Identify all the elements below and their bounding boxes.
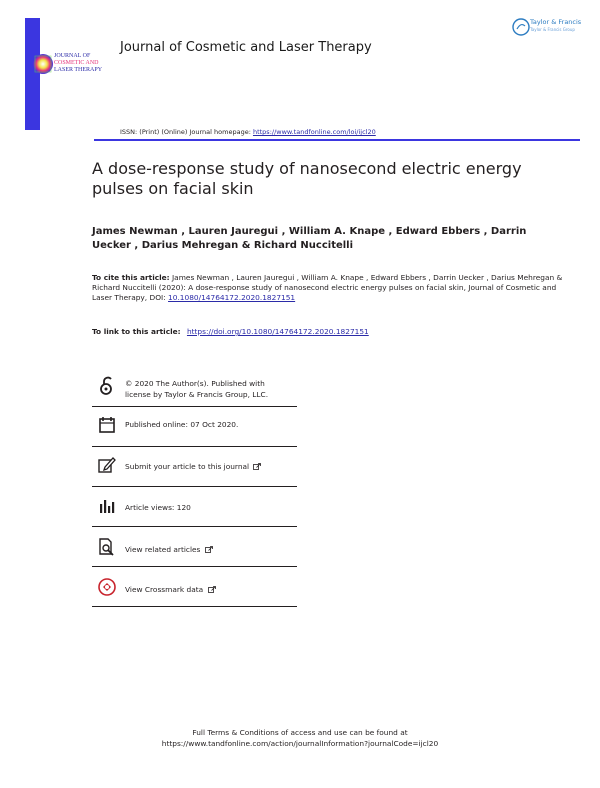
crossmark-link[interactable] (125, 585, 216, 595)
footer-terms-text: Full Terms & Conditions of access and use can be found at (192, 728, 408, 737)
external-link-icon (253, 463, 261, 471)
row-divider (92, 606, 297, 607)
row-divider (92, 566, 297, 567)
row-divider (92, 526, 297, 527)
edit-icon (98, 455, 116, 475)
doi-link[interactable]: 10.1080/14764172.2020.1827151 (168, 293, 296, 302)
published-date: Published online: 07 Oct 2020. (125, 420, 239, 429)
journal-homepage-link[interactable]: https://www.tandfonline.com/loi/ijcl20 (252, 128, 376, 136)
issn-label: ISSN: (Print) (Online) Journal homepage: (120, 128, 251, 136)
citation-text: James Newman , Lauren Jauregui , William A. Knape , Edward Ebbers , Darrin Uecker , Darius Mehregan & Richard Nuccitelli (2020): A dose-response study of nanosecond electric energy pulses on facial skin, Journal of Cosmetic and Laser Therapy, DOI: (92, 273, 563, 302)
calendar-icon (98, 415, 116, 435)
author-list: James Newman , Lauren Jauregui , William A. Knape , Edward Ebbers , Darrin Uecker , Darius Mehregan & Richard Nuccitelli (92, 226, 527, 251)
external-link-icon (205, 546, 213, 554)
crossmark-icon (98, 577, 116, 597)
open-access-icon (98, 376, 116, 396)
publisher-subtitle: Taylor & Francis Group (530, 27, 575, 32)
submit-article-link[interactable] (125, 462, 261, 472)
article-doi-url[interactable]: https://doi.org/10.1080/14764172.2020.1827151 (186, 327, 369, 336)
journal-logo-wordmark (54, 53, 102, 74)
journal-logo-line: JOURNAL OF (54, 53, 91, 59)
article-title: A dose-response study of nanosecond electric energy pulses on facial skin (92, 159, 522, 198)
search-document-icon (98, 537, 116, 557)
citation-block (92, 273, 572, 303)
row-divider (92, 446, 297, 447)
license-line-1: © 2020 The Author(s). Published with (125, 379, 265, 388)
citation-label: To cite this article: (92, 273, 170, 282)
external-link-icon (208, 586, 216, 594)
journal-logo-line: LASER THERAPY (54, 67, 103, 73)
journal-title[interactable]: Journal of Cosmetic and Laser Therapy (120, 40, 372, 55)
issn-line (120, 128, 376, 136)
row-divider (92, 406, 297, 407)
bar-chart-icon (98, 496, 116, 516)
header-divider (94, 139, 580, 141)
related-articles-label: View related articles (125, 545, 201, 554)
license-line-2: license by Taylor & Francis Group, LLC. (125, 390, 269, 399)
journal-logo-line: COSMETIC AND (54, 60, 99, 66)
footer-terms-url[interactable]: https://www.tandfonline.com/action/journalInformation?journalCode=ijcl20 (161, 739, 439, 748)
related-articles-link[interactable] (125, 545, 213, 555)
row-divider (92, 486, 297, 487)
article-link-block (92, 327, 572, 337)
article-views: Article views: 120 (125, 503, 191, 512)
article-link-label: To link to this article: (92, 327, 181, 336)
crossmark-label: View Crossmark data (125, 585, 204, 594)
publisher-name: Taylor & Francis (530, 18, 582, 26)
submit-article-label: Submit your article to this journal (125, 462, 250, 471)
